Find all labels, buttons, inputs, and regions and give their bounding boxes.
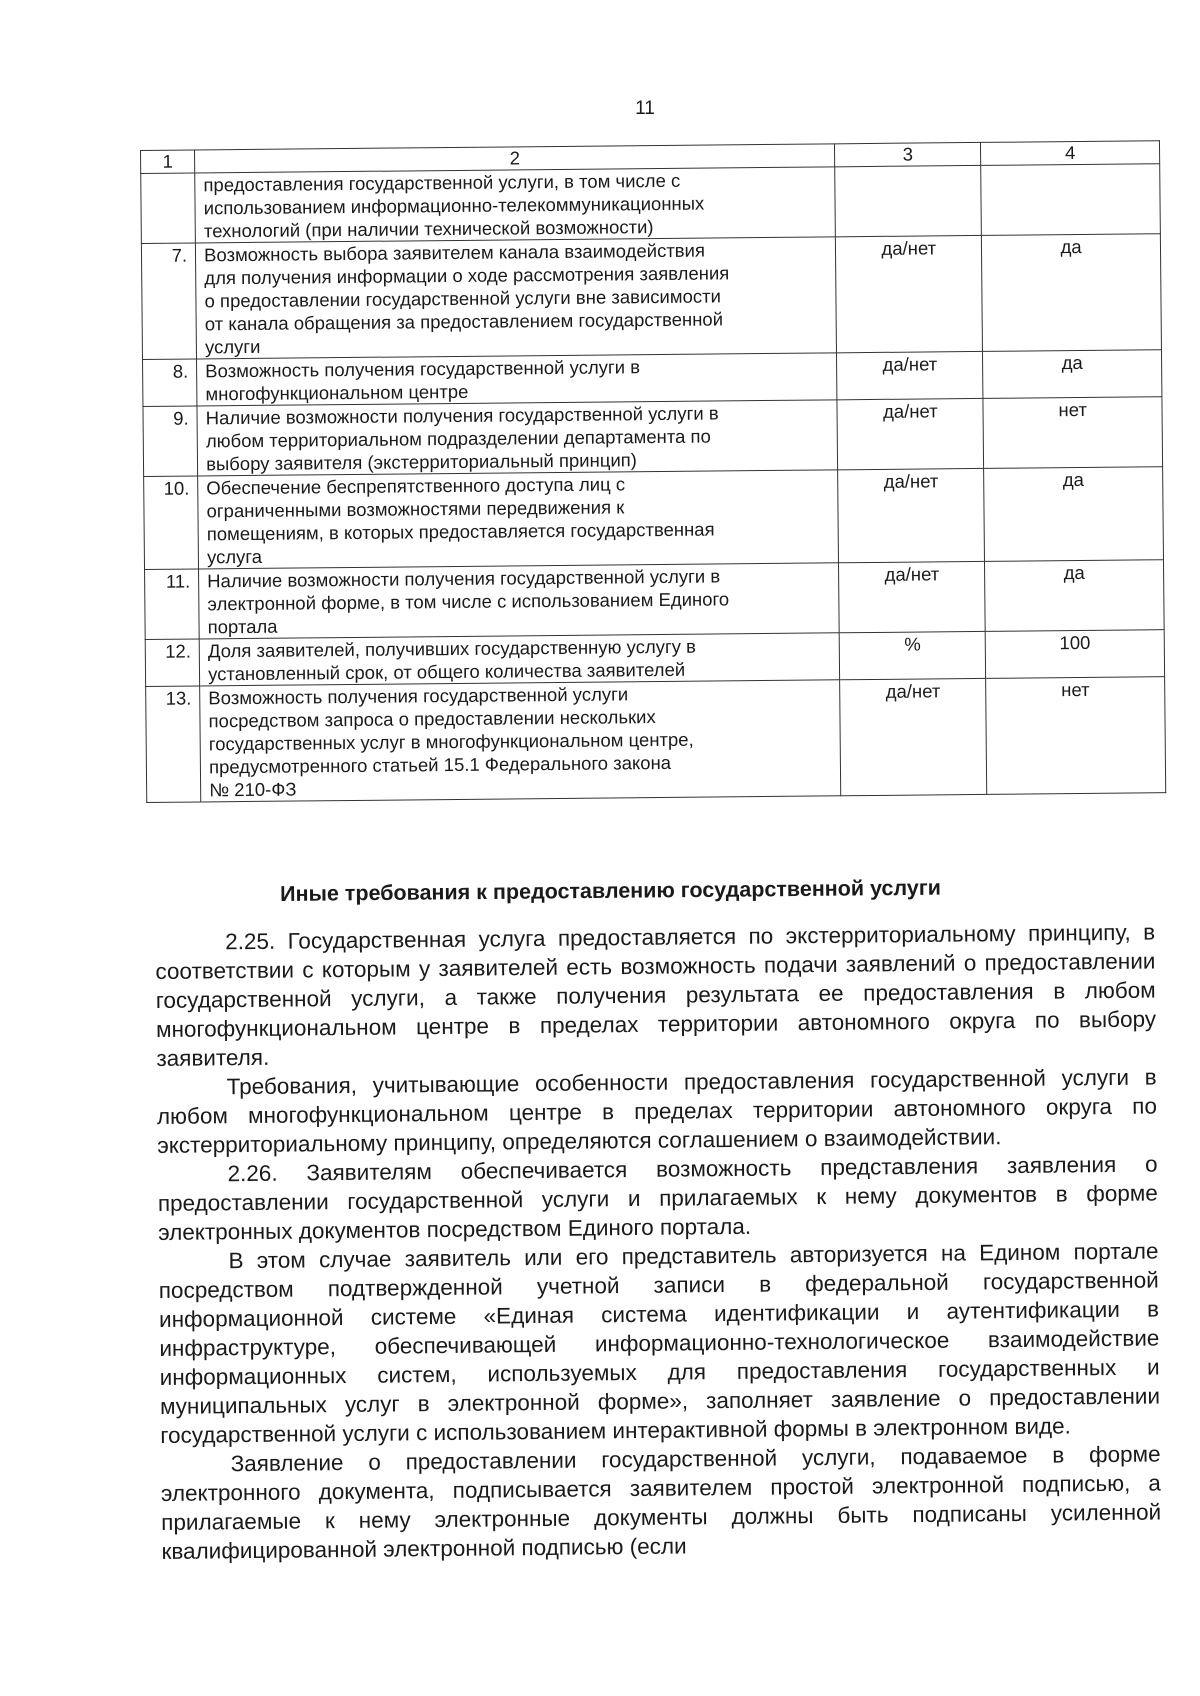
indicator-name [195, 167, 836, 243]
body-text [155, 918, 1162, 1566]
row-number: 11. [145, 569, 200, 640]
indicator-name [199, 563, 840, 639]
unit-cell: да/нет [840, 678, 987, 795]
header-cell-2: 2 [195, 144, 835, 173]
indicator-name-line: услуга [206, 545, 263, 568]
indicator-name-line: от канала обращения за предоставлением государственной [204, 308, 724, 335]
value-cell: нет [983, 397, 1162, 469]
indicator-name-line: Доля заявителей, получивших государственную услугу в [207, 635, 696, 662]
unit-cell: да/нет [836, 235, 983, 352]
indicator-name-line: услуги [204, 335, 261, 358]
indicator-name-line: помещениям, в которых предоставляется государственная [206, 518, 715, 545]
indicator-name [200, 680, 841, 802]
indicator-name-line: для получения информации о ходе рассмотрения заявления [204, 262, 730, 289]
indicator-name [197, 400, 838, 476]
indicator-name-line: Возможность выбора заявителем канала взаимодействия [204, 239, 706, 266]
table-row [146, 677, 1166, 803]
indicator-name [196, 237, 837, 359]
value-cell: нет [986, 677, 1166, 795]
indicator-name [197, 353, 838, 406]
indicator-name-line: многофункциональном центре [205, 380, 469, 405]
value-cell: да [984, 467, 1164, 562]
indicator-name-line: установленный срок, от общего количества заявителей [208, 658, 686, 685]
unit-cell: да/нет [839, 561, 986, 632]
indicator-name-line: любом территориальном подразделении департамента по [205, 425, 711, 452]
table-row [143, 397, 1163, 477]
indicator-name-line: использованием информационно-телекоммуникационных [203, 192, 705, 219]
quality-indicators-table [140, 140, 1166, 803]
paragraph: Требования, учитывающие особенности предоставления государственной услуги в любом многофункциональном центре в пределах территории автономного округа по экстерриториальному принципу, определяются соглашением о взаимодействии. [156, 1064, 1158, 1158]
page-number: 11 [635, 98, 655, 119]
row-number: 8. [143, 359, 198, 407]
table-row [141, 164, 1161, 244]
unit-cell: да/нет [837, 351, 983, 399]
paragraph: Заявление о предоставлении государственной услуги, подаваемое в форме электронного документа, подписывается заявителем простой электронной подписью, а прилагаемые к нему электронные документы должны быть подписаны усиленной квалифицированной электронной подписью (если [160, 1441, 1162, 1564]
indicator-name-line: ограниченными возможностями передвижения к [206, 496, 625, 522]
indicator-name-line: о предоставлении государственной услуги вне зависимости [204, 285, 721, 312]
value-cell: 100 [985, 630, 1164, 679]
table-row [144, 467, 1164, 570]
indicator-name-line: Наличие возможности получения государственной услуги в [207, 565, 721, 592]
value-cell: да [983, 350, 1162, 399]
header-cell-3: 3 [835, 142, 981, 166]
row-number: 10. [144, 476, 199, 570]
indicator-name-line: электронной форме, в том числе с использованием Единого [207, 588, 730, 615]
table-row [141, 234, 1161, 360]
row-number [141, 173, 196, 244]
indicator-name-line: предоставления государственной услуги, в том числе с [203, 169, 681, 196]
unit-cell: % [839, 631, 985, 679]
row-number: 13. [146, 686, 201, 803]
indicator-name-line: государственных услуг в многофункциональном центре, [208, 728, 694, 755]
value-cell [981, 164, 1160, 236]
paragraph: 2.25. Государственная услуга предоставляется по экстерриториальному принципу, в соответствии с которым у заявителей есть возможность подачи заявлений о предоставлении государственной услуги, а также получения результата ее предоставления в любом многофункциональном центре в пределах территории автономного округа по выбору заявителя. [155, 919, 1157, 1071]
header-cell-1: 1 [141, 150, 195, 174]
indicator-name [198, 470, 839, 569]
indicator-name-line: выбору заявителя (экстерриториальный принцип) [206, 449, 638, 475]
value-cell: да [985, 560, 1164, 632]
paragraph: В этом случае заявитель или его представитель авторизуется на Едином портале посредством подтвержденной учетной записи в федеральной государственной информационной системе «Единая система идентификации и аутентификации в инфраструктуре, обеспечивающей информационно-технологическое взаимодействие информационных систем, используемых для предоставления государственных и муниципальных услуг в электронной форме», заполняет заявление о предоставлении государственной услуги с использованием интерактивной формы в электронном виде. [158, 1238, 1161, 1448]
row-number: 9. [143, 406, 198, 477]
indicator-name-line: Возможность получения государственной услуги в [205, 356, 641, 382]
unit-cell [835, 165, 982, 236]
indicator-name-line: Обеспечение беспрепятственного доступа лиц с [206, 473, 626, 499]
indicator-name-line: портала [207, 615, 278, 638]
indicator-name-line: Наличие возможности получения государственной услуги в [205, 402, 719, 429]
section-title: Иные требования к предоставлению государственной услуги [280, 875, 942, 906]
value-cell: да [982, 234, 1162, 352]
table-row [145, 560, 1165, 640]
unit-cell: да/нет [838, 468, 985, 562]
unit-cell: да/нет [837, 398, 984, 469]
indicator-name [199, 633, 840, 686]
row-number: 12. [145, 639, 200, 687]
indicator-name-line: технологий (при наличии технической возможности) [203, 216, 654, 242]
indicator-name-line: предусмотренного статьей 15.1 Федерального закона [208, 751, 672, 778]
indicator-name-line: посредством запроса о предоставлении нескольких [208, 706, 656, 732]
paragraph: 2.26. Заявителям обеспечивается возможность представления заявления о предоставлении государственной услуги и прилагаемых к нему документов в форме электронных документов посредством Единого портала. [157, 1151, 1158, 1245]
header-cell-4: 4 [981, 141, 1160, 166]
row-number: 7. [141, 243, 196, 360]
indicator-name-line: № 210-ФЗ [209, 778, 297, 801]
indicator-name-line: Возможность получения государственной услуги [208, 683, 629, 709]
